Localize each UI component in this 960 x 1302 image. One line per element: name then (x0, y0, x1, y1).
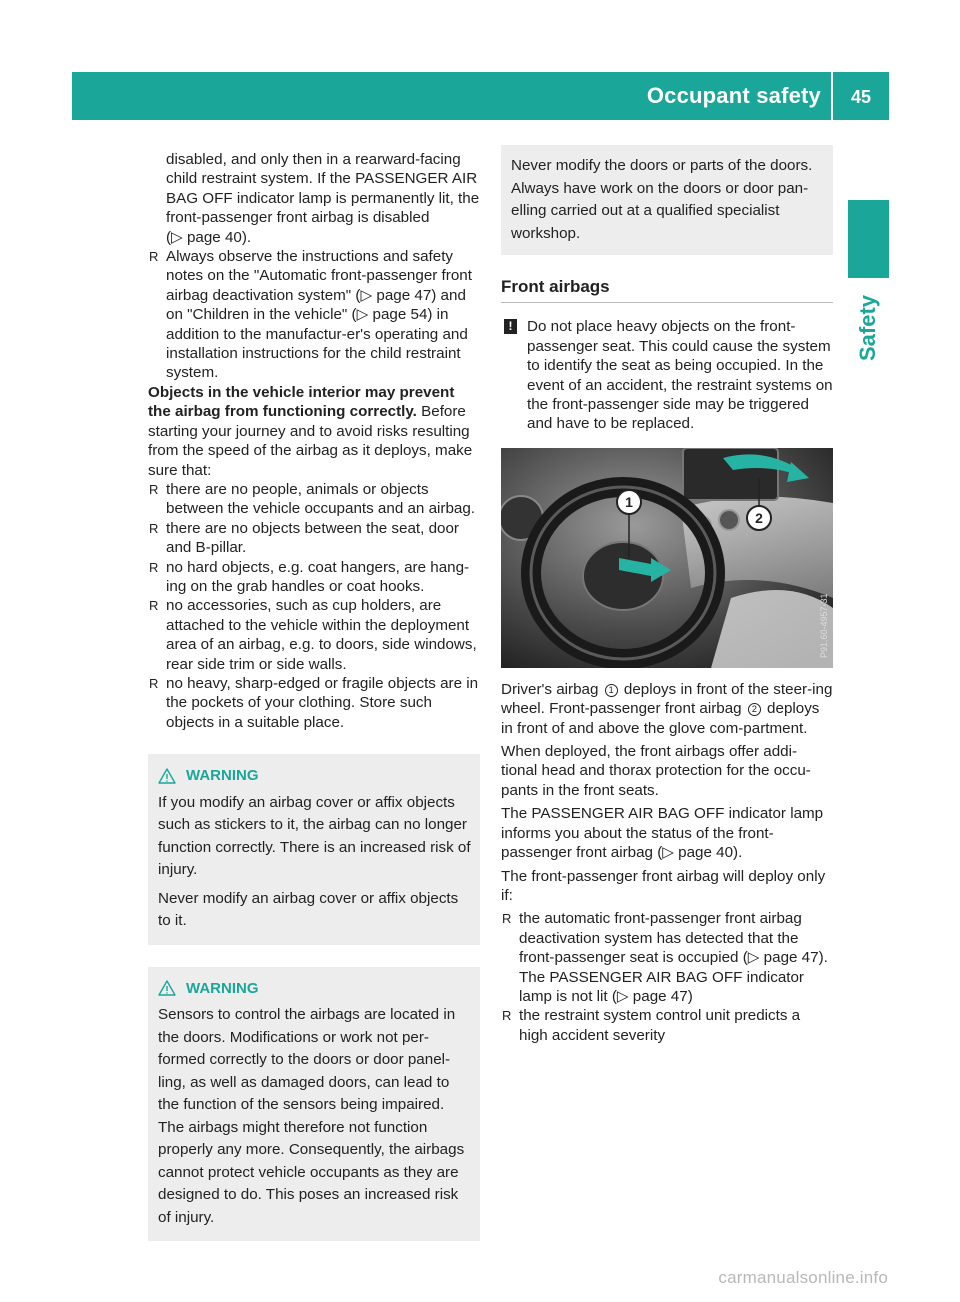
list-item (501, 1006, 833, 1045)
side-tab (848, 288, 889, 368)
warning-heading (158, 979, 472, 998)
list-item (148, 247, 480, 383)
callout-1-icon: 1 (605, 684, 618, 697)
warning-title: WARNING (186, 979, 259, 997)
left-column (148, 150, 480, 1241)
list-item-text: no heavy, sharp-edged or fragile objects are in the pockets of your clothing. Store such objects in a suitable place. (166, 674, 479, 731)
warning-text: Sensors to control the airbags are located in the doors. Modifications or work not per-formed correctly to the doors or door panel-ling, as well as damaged doors, can lead to the function of the sensors being impaired. The airbags might therefore not function properly any more. Consequently, the airbags cannot protect vehicle occupants as they are designed to do. This poses an increased risk of injury. (158, 1006, 465, 1226)
objects-text: Before starting your journey and to avoid risks resulting from the speed of the airbag as it deploys, make sure that: (148, 403, 473, 479)
list-item-text: Always observe the instructions and safety notes on the "Automatic front-passenger front airbag deactivation system" (▷ page 47) and on "Children in the vehicle" (▷ page 54) in addition to the manufactur-er's operating and installation instructions for the child restraint system. (166, 248, 472, 382)
info-box-text: Never modify the doors or parts of the doors. Always have work on the doors or door pan-elling carried out at a qualified specialist workshop. (511, 157, 813, 242)
right-column (501, 150, 833, 1045)
list-item-text: no hard objects, e.g. coat hangers, are hang-ing on the grab handles or coat hooks. (166, 558, 470, 595)
warning-heading (158, 766, 472, 785)
indicator-paragraph: The PASSENGER AIR BAG OFF indicator lamp informs you about the status of the front-passenger front airbag (▷ page 40). (501, 805, 824, 862)
side-tab-marker (848, 200, 889, 278)
list-item (501, 909, 833, 1006)
page-number: 45 (850, 87, 872, 107)
note (501, 317, 833, 433)
list-item (148, 519, 480, 558)
bullet-icon: R (149, 598, 159, 614)
objects-paragraph (148, 383, 480, 480)
figure-callout-1: 1 (625, 493, 633, 510)
exclamation-icon: ! (504, 319, 517, 334)
warning-box (148, 754, 480, 944)
list-item (148, 558, 480, 597)
paragraph-text: deploys in front of the steer-ing wheel. Front-passenger front airbag (501, 680, 833, 718)
watermark: carmanualsonline.info (718, 1268, 888, 1287)
header-bar (72, 72, 889, 120)
warning-text: If you modify an airbag cover or affix objects such as stickers to it, the airbag can no longer function correctly. There is an increased risk of injury. (158, 793, 471, 879)
warning-text: Never modify an airbag cover or affix objects to it. (158, 889, 459, 930)
list-item-text: the restraint system control unit predicts a high accident severity (519, 1007, 801, 1044)
page-section-title: Occupant safety (646, 83, 821, 108)
bullet-icon: R (149, 481, 159, 497)
paragraph-text: Driver's airbag (501, 680, 603, 698)
note-text: Do not place heavy objects on the front-passenger seat. This could cause the system to identify the seat as being occupied. In the event of an accident, the restraint systems on the front-passenger side may be triggered and have to be replaced. (527, 318, 833, 433)
info-box (501, 145, 833, 255)
callout-2-icon: 2 (748, 703, 761, 716)
figure-callout-2: 2 (755, 509, 763, 526)
list-item-text: no accessories, such as cup holders, are attached to the vehicle within the deployment area of an airbag, e.g. to doors, side windows, rear side trim or side walls. (166, 597, 477, 673)
objects-heading: Objects in the vehicle interior may prevent the airbag from functioning correctly. (148, 383, 455, 421)
section-title: Front airbags (501, 277, 833, 303)
deploy-only-if-paragraph: The front-passenger front airbag will deploy only if: (501, 867, 826, 904)
bullet-icon: R (502, 1008, 512, 1024)
page-reference: (▷ page 40). (166, 228, 252, 246)
continuation-text: disabled, and only then in a rearward-facing child restraint system. If the PASSENGER AIR BAG OFF indicator lamp is permanently lit, the front-passenger front airbag is disabled (166, 151, 480, 227)
bullet-icon: R (149, 675, 159, 691)
list-item-text: the automatic front-passenger front airbag deactivation system has detected that the front-passenger seat is occupied (▷ page 47). The PASSENGER AIR BAG OFF indicator lamp is not lit (▷ page 47) (519, 910, 828, 1005)
deployed-paragraph: When deployed, the front airbags offer addi-tional head and thorax protection for the occu-pants in the front seats. (501, 743, 811, 799)
warning-title: WARNING (186, 767, 259, 785)
cockpit-illustration (501, 448, 833, 668)
list-item-text: there are no objects between the seat, door and B-pillar. (166, 519, 459, 557)
warning-box (148, 967, 480, 1241)
bullet-icon: R (149, 249, 159, 265)
paragraph-text: deploys in front of and above the glove com-partment. (501, 700, 820, 737)
warning-triangle-icon (158, 768, 176, 784)
bullet-icon: R (149, 559, 159, 575)
list-item (148, 596, 480, 674)
warning-triangle-icon (158, 980, 176, 996)
driver-airbag-paragraph (501, 680, 833, 738)
list-item (148, 674, 480, 732)
figure-code: P91.60-4957-31 (819, 593, 829, 658)
side-tab-label: Safety (855, 294, 881, 362)
airbag-figure (501, 448, 833, 668)
list-item (148, 480, 480, 519)
bullet-icon: R (149, 520, 159, 536)
list-item-text: there are no people, animals or objects between the vehicle occupants and an airbag. (166, 480, 476, 518)
bullet-icon: R (502, 911, 512, 927)
